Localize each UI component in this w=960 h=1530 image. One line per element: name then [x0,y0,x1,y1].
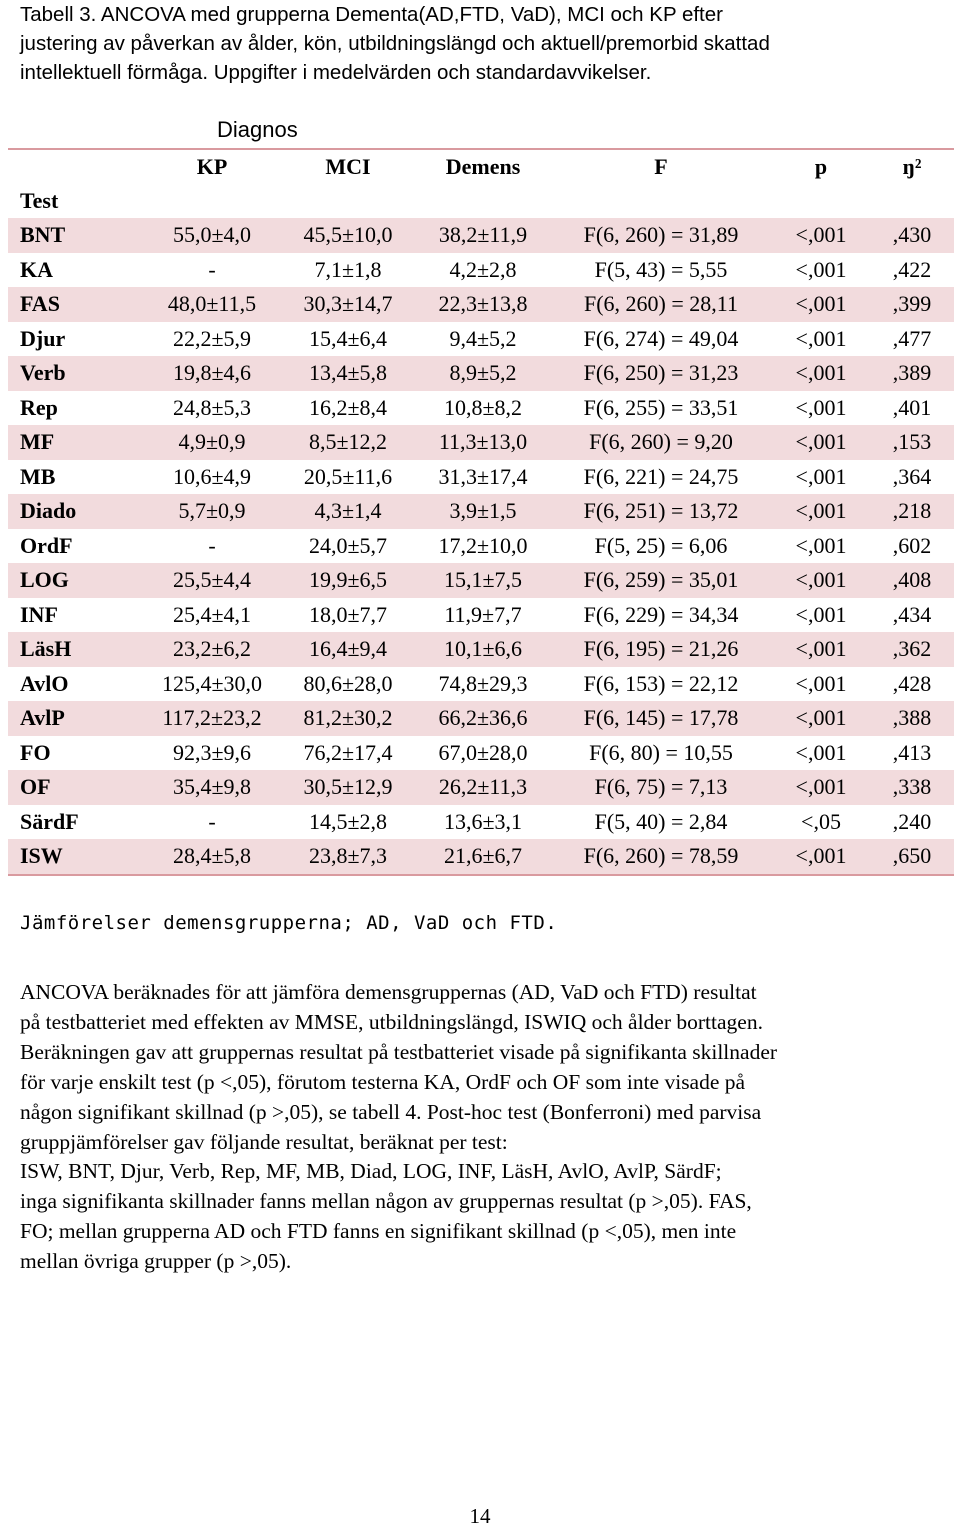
table-row [8,460,954,495]
eta-value: ,428 [892,670,932,696]
eta-value: ,401 [892,394,932,420]
f-value: F(6, 221) = 24,75 [583,463,739,489]
f-value: F(6, 229) = 34,34 [583,601,739,627]
test-name: LäsH [20,636,72,662]
p-value: <,001 [795,360,847,386]
eta-value: ,422 [892,256,932,282]
table-row [8,391,954,426]
mci-value: 20,5±11,6 [303,463,393,489]
test-name: MF [20,429,55,455]
header-test: Test [20,188,59,213]
kp-value: 28,4±5,8 [144,839,280,875]
mci-value: 23,8±7,3 [280,839,416,875]
p-value: <,001 [795,394,847,420]
test-name: SärdF [20,808,79,834]
table-row [8,805,954,840]
mci-value: 13,4±5,8 [308,360,388,386]
body-paragraph [20,978,950,1277]
p-value: <,001 [772,839,870,875]
kp-value: - [208,808,216,834]
test-name: Djur [20,325,66,351]
ancova-table [8,148,954,876]
mci-value: 81,2±30,2 [303,705,393,731]
kp-value: 55,0±4,0 [172,222,252,248]
table-row [8,287,954,322]
caption-line: Tabell 3. ANCOVA med grupperna Dementa(AD,FTD, VaD), MCI och KP efter [20,3,723,26]
eta-value: ,338 [892,774,932,800]
demens-value: 3,9±1,5 [449,498,517,524]
kp-value: 5,7±0,9 [178,498,246,524]
group-label: Diagnos [217,117,298,142]
caption-line: intellektuell förmåga. Uppgifter i medelvärden och standardavvikelser. [20,61,652,84]
p-value: <,001 [795,739,847,765]
demens-value: 74,8±29,3 [438,670,528,696]
mci-value: 8,5±12,2 [308,429,388,455]
paragraph-line: på testbatteriet med effekten av MMSE, utbildningslängd, ISWIQ och ålder borttagen. [20,1009,763,1034]
eta-value: ,153 [892,429,932,455]
test-name: Diado [20,498,77,524]
demens-value: 21,6±6,7 [416,839,550,875]
kp-value: 23,2±6,2 [172,636,252,662]
p-value: <,001 [795,463,847,489]
kp-value: - [208,532,216,558]
f-value: F(5, 43) = 5,55 [594,256,728,282]
f-value: F(6, 251) = 13,72 [583,498,739,524]
header-kp: KP [144,149,280,184]
table-row [8,632,954,667]
table-row [8,218,954,253]
eta-value: ,218 [892,498,932,524]
test-name: KA [20,256,53,282]
table-row [8,839,954,875]
row-header-row [8,184,954,218]
table-row [8,667,954,702]
p-value: <,001 [795,636,847,662]
kp-value: 25,4±4,1 [172,601,252,627]
kp-value: 10,6±4,9 [172,463,252,489]
eta-value: ,477 [892,325,932,351]
f-value: F(6, 259) = 35,01 [583,567,739,593]
f-value: F(5, 40) = 2,84 [594,808,728,834]
table-row [8,494,954,529]
mci-value: 18,0±7,7 [308,601,388,627]
p-value: <,001 [795,670,847,696]
header-f: F [550,149,772,184]
test-name: Verb [20,360,66,386]
test-name: INF [20,601,58,627]
table-caption [20,0,940,87]
table-row [8,770,954,805]
mci-value: 19,9±6,5 [308,567,388,593]
demens-value: 38,2±11,9 [438,222,528,248]
mci-value: 45,5±10,0 [303,222,393,248]
p-value: <,05 [801,808,841,834]
mci-value: 16,4±9,4 [308,636,388,662]
table-row [8,356,954,391]
paragraph-line: inga signifikanta skillnader fanns mellan någon av gruppernas resultat (p >,05). FAS, [20,1189,752,1214]
eta-value: ,408 [892,567,932,593]
kp-value: 24,8±5,3 [172,394,252,420]
kp-value: 92,3±9,6 [172,739,252,765]
test-name: LOG [20,567,69,593]
table-row [8,701,954,736]
eta-value: ,650 [870,839,954,875]
table-row [8,425,954,460]
test-name: MB [20,463,56,489]
demens-value: 4,2±2,8 [449,256,517,282]
header-demens: Demens [416,149,550,184]
eta-value: ,434 [892,601,932,627]
demens-value: 22,3±13,8 [438,291,528,317]
demens-value: 67,0±28,0 [438,739,528,765]
kp-value: 35,4±9,8 [172,774,252,800]
table-body [8,218,954,875]
mci-value: 30,3±14,7 [303,291,393,317]
f-value: F(6, 195) = 21,26 [583,636,739,662]
paragraph-line: FO; mellan grupperna AD och FTD fanns en signifikant skillnad (p <,05), men inte [20,1219,737,1244]
demens-value: 31,3±17,4 [438,463,528,489]
kp-value: 125,4±30,0 [161,670,263,696]
mci-value: 16,2±8,4 [308,394,388,420]
test-name: AvlP [20,705,65,731]
test-name: FAS [20,291,60,317]
p-value: <,001 [795,774,847,800]
table-row [8,322,954,357]
table-row [8,736,954,771]
kp-value: - [208,256,216,282]
f-value: F(6, 260) = 9,20 [589,429,733,455]
kp-value: 117,2±23,2 [162,705,262,731]
kp-value: 48,0±11,5 [167,291,257,317]
header-mci: MCI [280,149,416,184]
test-name: AvlO [20,670,69,696]
p-value: <,001 [795,705,847,731]
test-name: Rep [20,394,58,420]
eta-value: ,388 [892,705,932,731]
test-name: ISW [8,839,144,875]
paragraph-line: för varje enskilt test (p <,05), förutom testerna KA, OrdF och OF som inte visade på [20,1069,746,1094]
p-value: <,001 [795,567,847,593]
demens-value: 15,1±7,5 [443,567,523,593]
eta-value: ,399 [892,291,932,317]
f-value: F(6, 260) = 28,11 [584,291,738,317]
table-row [8,563,954,598]
kp-value: 25,5±4,4 [172,567,252,593]
eta-value: ,602 [892,532,932,558]
mci-value: 24,0±5,7 [308,532,388,558]
eta-value: ,389 [892,360,932,386]
kp-value: 4,9±0,9 [178,429,246,455]
demens-value: 10,8±8,2 [443,394,523,420]
f-value: F(5, 25) = 6,06 [594,532,728,558]
eta-value: ,362 [892,636,932,662]
demens-value: 10,1±6,6 [443,636,523,662]
p-value: <,001 [795,291,847,317]
demens-value: 26,2±11,3 [438,774,528,800]
f-value: F(6, 255) = 33,51 [583,394,739,420]
f-value: F(6, 260) = 78,59 [550,839,772,875]
p-value: <,001 [795,256,847,282]
paragraph-line: mellan övriga grupper (p >,05). [20,1249,292,1274]
f-value: F(6, 80) = 10,55 [589,739,733,765]
table-row [8,529,954,564]
demens-value: 17,2±10,0 [438,532,528,558]
eta-value: ,364 [892,463,932,489]
mci-value: 30,5±12,9 [303,774,393,800]
eta-value: ,430 [892,222,932,248]
p-value: <,001 [795,532,847,558]
table-row [8,253,954,288]
p-value: <,001 [795,222,847,248]
paragraph-line: Beräkningen gav att gruppernas resultat på testbatteriet visade på signifikanta skillnader [20,1039,778,1064]
table-row [8,598,954,633]
demens-value: 13,6±3,1 [443,808,523,834]
mci-value: 7,1±1,8 [314,256,382,282]
demens-value: 11,3±13,0 [438,429,528,455]
f-value: F(6, 145) = 17,78 [583,705,739,731]
demens-value: 8,9±5,2 [449,360,517,386]
demens-value: 66,2±36,6 [438,705,528,731]
header-empty [8,149,144,184]
test-name: OrdF [20,532,73,558]
mci-value: 14,5±2,8 [308,808,388,834]
test-name: OF [20,774,51,800]
header-row [8,149,954,184]
header-p: p [772,149,870,184]
kp-value: 19,8±4,6 [172,360,252,386]
f-value: F(6, 153) = 22,12 [583,670,739,696]
mci-value: 76,2±17,4 [303,739,393,765]
paragraph-line: ANCOVA beräknades för att jämföra demensgruppernas (AD, VaD och FTD) resultat [20,980,757,1004]
kp-value: 22,2±5,9 [172,325,252,351]
mci-value: 80,6±28,0 [303,670,393,696]
p-value: <,001 [795,325,847,351]
test-name: FO [20,739,51,765]
page-number: 14 [469,1504,491,1528]
p-value: <,001 [795,498,847,524]
mci-value: 4,3±1,4 [314,498,382,524]
caption-line: justering av påverkan av ålder, kön, utbildningslängd och aktuell/premorbid skattad [20,32,770,55]
header-eta: ŋ² [870,149,954,184]
demens-value: 9,4±5,2 [449,325,517,351]
f-value: F(6, 250) = 31,23 [583,360,739,386]
eta-value: ,413 [892,739,932,765]
section-subheading: Jämförelser demensgrupperna; AD, VaD och FTD. [20,912,558,934]
p-value: <,001 [795,429,847,455]
f-value: F(6, 260) = 31,89 [583,222,739,248]
p-value: <,001 [795,601,847,627]
f-value: F(6, 274) = 49,04 [583,325,739,351]
demens-value: 11,9±7,7 [444,601,522,627]
eta-value: ,240 [892,808,932,834]
f-value: F(6, 75) = 7,13 [594,774,728,800]
mci-value: 15,4±6,4 [308,325,388,351]
test-name: BNT [20,222,66,248]
paragraph-line: ISW, BNT, Djur, Verb, Rep, MF, MB, Diad, LOG, INF, LäsH, AvlO, AvlP, SärdF; [20,1159,722,1184]
paragraph-line: gruppjämförelser gav följande resultat, beräknat per test: [20,1129,508,1154]
paragraph-line: någon signifikant skillnad (p >,05), se tabell 4. Post-hoc test (Bonferroni) med parvisa [20,1099,762,1124]
